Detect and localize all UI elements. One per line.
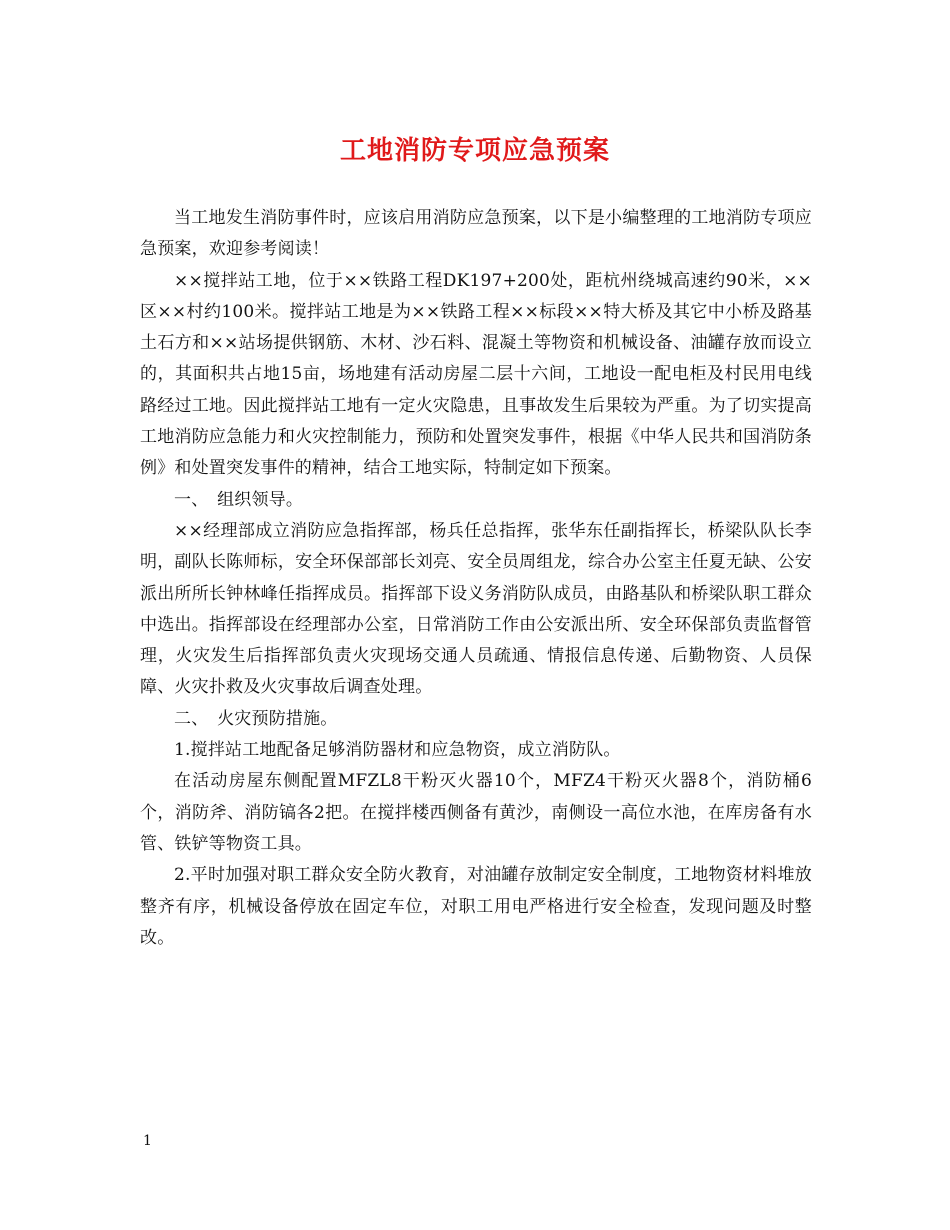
- paragraph-site-overview: ××搅拌站工地，位于××铁路工程DK197+200处，距杭州绕城高速约90米，××区××村约100米。搅拌站工地是为××铁路工程××标段××特大桥及其它中小桥及路基土石方和××站场提供钢筋、木材、沙石料、混凝土等物资和机械设备、油罐存放而设立的，其面积共占地15亩，场地建有活动房屋二层十六间，工地设一配电柜及村民用电线路经过工地。因此搅拌站工地有一定火灾隐患，且事故发生后果较为严重。为了切实提高工地消防应急能力和火灾控制能力，预防和处置突发事件，根据《中华人民共和国消防条例》和处置突发事件的精神，结合工地实际，特制定如下预案。: [140, 270, 812, 479]
- section-heading-organization: 一、 组织领导。: [174, 489, 304, 510]
- paragraph-prevention-item-2: 2.平时加强对职工群众安全防火教育，对油罐存放制定安全制度，工地物资材料堆放整齐有序，机械设备停放在固定车位，对职工用电严格进行安全检查，发现问题及时整改。: [140, 865, 812, 948]
- document-title: 工地消防专项应急预案: [339, 136, 610, 166]
- paragraph-organization: ××经理部成立消防应急指挥部，杨兵任总指挥，张华东任副指挥长，桥梁队队长李明，副队长陈师标，安全环保部部长刘亮、安全员周组龙，综合办公室主任夏无缺、公安派出所所长钟林峰任指挥成员。指挥部下设义务消防队成员，由路基队和桥梁队职工群众中选出。指挥部设在经理部办公室，日常消防工作由公安派出所、安全环保部负责监督管理，火灾发生后指挥部负责火灾现场交通人员疏通、情报信息传递、后勤物资、人员保障、火灾扑救及火灾事故后调查处理。: [140, 520, 812, 698]
- page-number: 1: [143, 1133, 152, 1149]
- paragraph-equipment: 在活动房屋东侧配置MFZL8干粉灭火器10个，MFZ4干粉灭火器8个，消防桶6个，消防斧、消防镐各2把。在搅拌楼西侧备有黄沙，南侧设一高位水池，在库房备有水管、铁铲等物资工具。: [140, 771, 812, 854]
- paragraph-prevention-item-1: 1.搅拌站工地配备足够消防器材和应急物资，成立消防队。: [174, 740, 621, 761]
- document-body: [140, 203, 812, 954]
- section-heading-prevention: 二、 火灾预防措施。: [174, 708, 338, 729]
- paragraph-intro: 当工地发生消防事件时，应该启用消防应急预案，以下是小编整理的工地消防专项应急预案，欢迎参考阅读！: [140, 208, 812, 260]
